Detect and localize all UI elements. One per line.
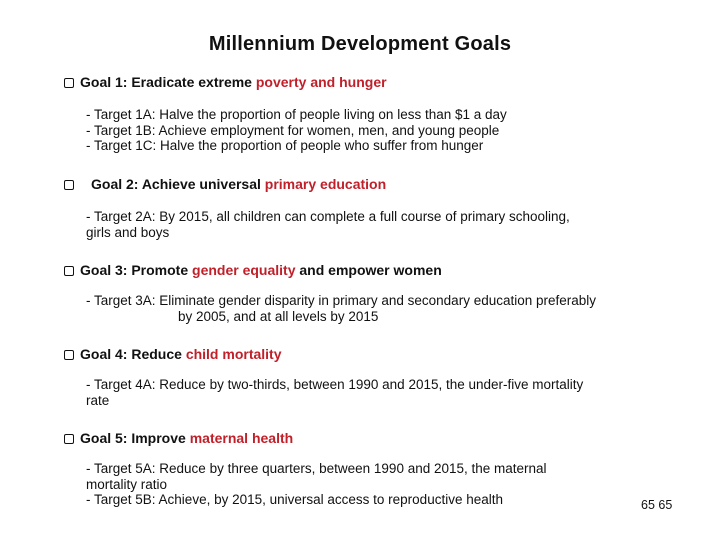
target-5a-cont: mortality ratio bbox=[86, 476, 168, 492]
goal-3-targets bbox=[86, 293, 596, 324]
goal-3-heading bbox=[64, 262, 442, 278]
slide-title: Millennium Development Goals bbox=[208, 33, 512, 55]
goal-2-heading bbox=[64, 176, 386, 192]
goal-4-text: Goal 4: Reduce bbox=[80, 346, 186, 362]
goal-3-highlight: gender equality bbox=[192, 262, 296, 278]
target-3a: - Target 3A: Eliminate gender disparity in primary and secondary education preferably bbox=[86, 293, 597, 308]
checkbox-bullet-icon bbox=[64, 180, 74, 190]
goal-3-text: Goal 3: Promote bbox=[80, 262, 193, 278]
target-1a: - Target 1A: Halve the proportion of people living on less than $1 a day bbox=[86, 107, 507, 122]
goal-1-targets bbox=[86, 107, 507, 154]
goal-4-heading bbox=[64, 346, 282, 362]
checkbox-bullet-icon bbox=[64, 78, 74, 88]
target-2a: - Target 2A: By 2015, all children can complete a full course of primary schooling, bbox=[86, 209, 570, 224]
goal-4-highlight: child mortality bbox=[185, 346, 282, 362]
goal-5-text: Goal 5: Improve bbox=[80, 430, 190, 446]
goal-5-heading bbox=[64, 430, 293, 446]
goal-4-targets bbox=[86, 377, 583, 408]
goal-2-text: Goal 2: Achieve universal bbox=[91, 176, 265, 192]
target-4a-cont: rate bbox=[86, 392, 110, 408]
target-3a-cont: by 2005, and at all levels by 2015 bbox=[178, 308, 379, 324]
goal-1-heading bbox=[64, 74, 387, 90]
goal-1-highlight: poverty and hunger bbox=[255, 74, 387, 90]
target-5a: - Target 5A: Reduce by three quarters, between 1990 and 2015, the maternal bbox=[86, 461, 547, 476]
goal-2-targets bbox=[86, 209, 570, 240]
page-number: 65 65 bbox=[641, 498, 673, 512]
target-5b: - Target 5B: Achieve, by 2015, universal access to reproductive health bbox=[86, 492, 503, 507]
goal-2-highlight: primary education bbox=[264, 176, 387, 192]
goal-5-targets bbox=[86, 461, 547, 508]
target-1c: - Target 1C: Halve the proportion of people who suffer from hunger bbox=[86, 138, 484, 153]
checkbox-bullet-icon bbox=[64, 434, 74, 444]
goal-3-text-post: and empower women bbox=[295, 262, 442, 278]
target-1b: - Target 1B: Achieve employment for women, men, and young people bbox=[86, 122, 500, 138]
checkbox-bullet-icon bbox=[64, 266, 74, 276]
goal-1-text: Goal 1: Eradicate extreme bbox=[80, 74, 256, 90]
target-4a: - Target 4A: Reduce by two-thirds, between 1990 and 2015, the under-five mortality bbox=[86, 377, 584, 392]
checkbox-bullet-icon bbox=[64, 350, 74, 360]
target-2a-cont: girls and boys bbox=[86, 224, 170, 240]
goal-5-highlight: maternal health bbox=[189, 430, 294, 446]
